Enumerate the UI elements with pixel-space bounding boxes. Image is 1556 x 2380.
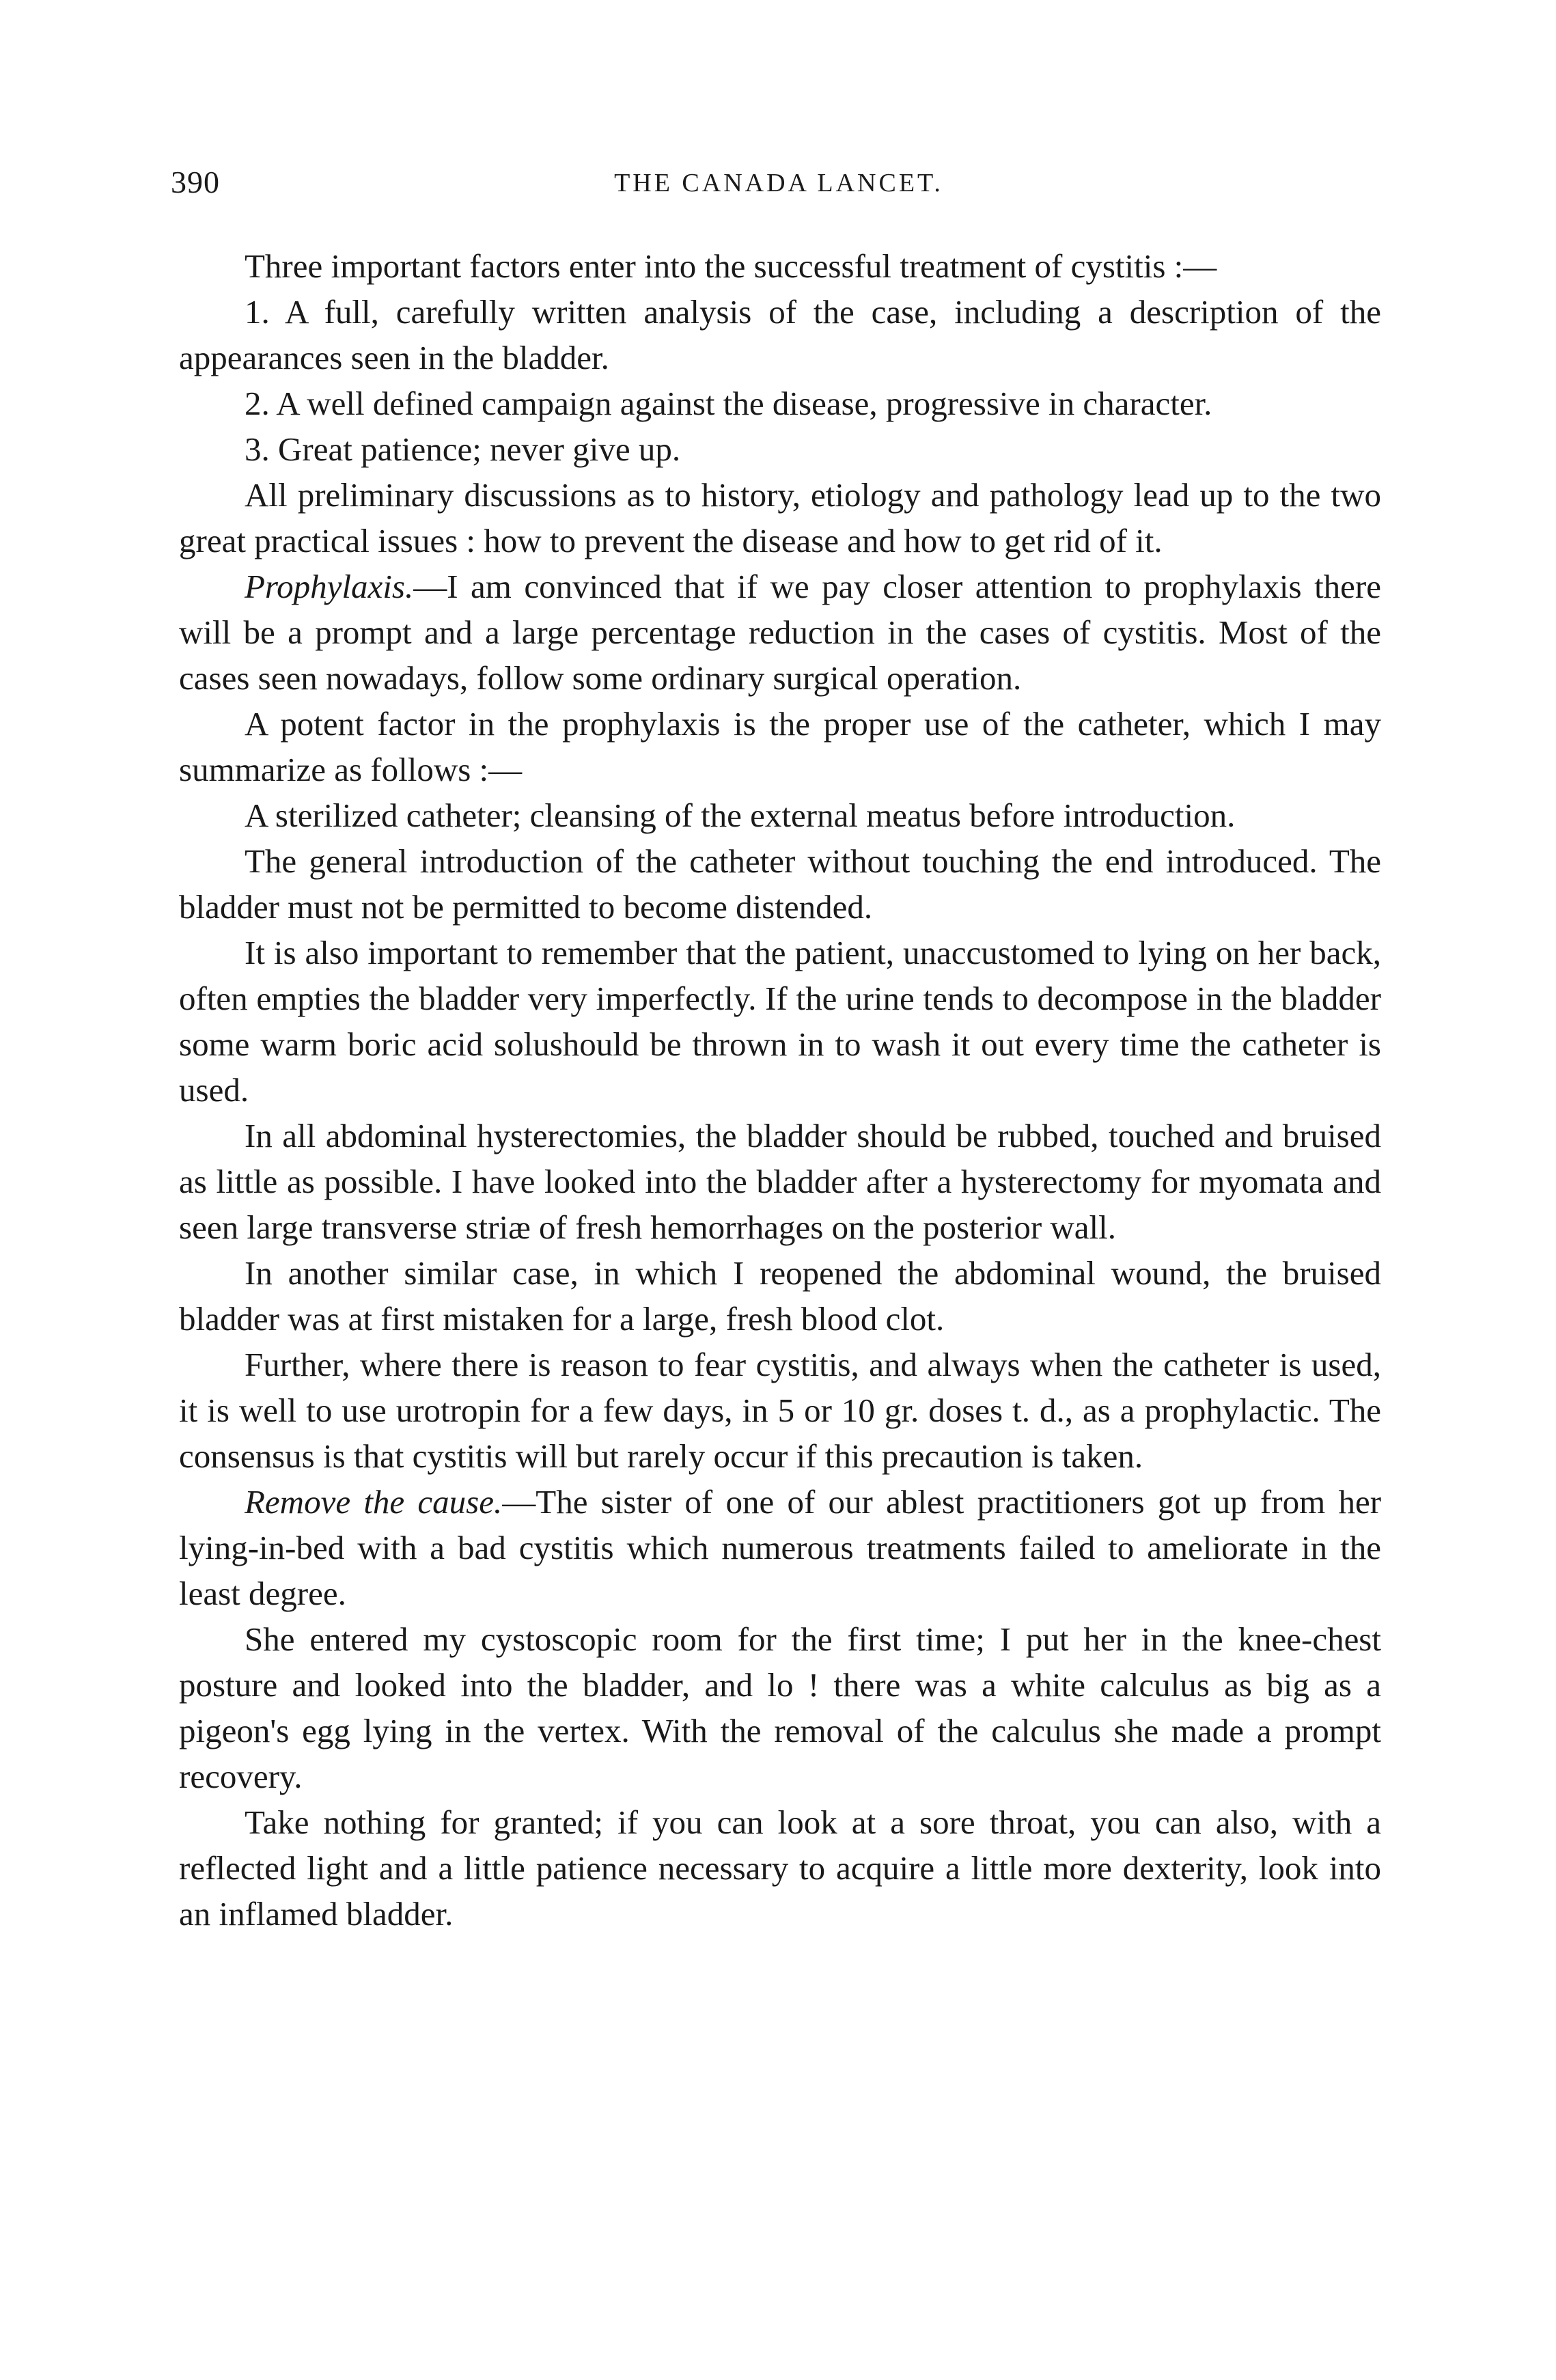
paragraph: In all abdominal hysterectomies, the bladder should be rubbed, touched and bruised as little as possible. I have looked into the bladder after a hysterectomy for myomata and seen large transverse striæ of fresh hemorrhages on the posterior wall. bbox=[179, 1117, 1381, 1246]
list-item: 1. A full, carefully written analysis of the case, including a description of the appearances seen in the bladder. bbox=[179, 293, 1381, 376]
paragraph: A sterilized catheter; cleansing of the external meatus before introduction. bbox=[245, 797, 1236, 834]
section-lead-remove-the-cause: Remove the cause. bbox=[245, 1483, 503, 1521]
list-item: 2. A well defined campaign against the disease, progressive in character. bbox=[245, 385, 1212, 422]
article-body bbox=[179, 243, 1381, 1937]
paragraph: It is also important to remember that the patient, unaccustomed to lying on her back, often empties the bladder very imperfectly. If the urine tends to decompose in the bladder some warm boric acid solushould be thrown in to wash it out every time the catheter is used. bbox=[179, 934, 1381, 1109]
running-head: THE CANADA LANCET. bbox=[614, 169, 943, 197]
paragraph: She entered my cystoscopic room for the first time; I put her in the knee-chest posture and looked into the bladder, and lo ! there was a white calculus as big as a pigeon's egg lying in the vertex. With the removal of the calculus she made a prompt recovery. bbox=[179, 1620, 1381, 1795]
list-item: 3. Great patience; never give up. bbox=[245, 430, 681, 468]
page-header bbox=[171, 164, 1387, 212]
paragraph: The general introduction of the catheter without touching the end introduced. The bladder must not be permitted to become distended. bbox=[179, 842, 1381, 926]
paragraph: A potent factor in the prophylaxis is the proper use of the catheter, which I may summarize as follows :— bbox=[179, 705, 1381, 788]
paragraph: In another similar case, in which I reopened the abdominal wound, the bruised bladder was at first mistaken for a large, fresh blood clot. bbox=[179, 1254, 1381, 1338]
paragraph: All preliminary discussions as to history, etiology and pathology lead up to the two great practical issues : how to prevent the disease and how to get rid of it. bbox=[179, 476, 1381, 559]
paragraph: Further, where there is reason to fear cystitis, and always when the catheter is used, it is well to use urotropin for a few days, in 5 or 10 gr. doses t. d., as a prophylactic. The consensus is that cystitis will but rarely occur if this precaution is taken. bbox=[179, 1346, 1381, 1475]
paragraph: Take nothing for granted; if you can look at a sore throat, you can also, with a reflected light and a little patience necessary to acquire a little more dexterity, look into an inflamed bladder. bbox=[179, 1803, 1381, 1933]
section-lead-prophylaxis: Prophylaxis. bbox=[245, 568, 414, 605]
paragraph: Remove the cause.—The sister of one of our ablest practitioners got up from her lying-in-bed with a bad cystitis which numerous treatments failed to ameliorate in the least degree. bbox=[179, 1483, 1382, 1612]
paragraph: Prophylaxis.—I am convinced that if we pay closer attention to prophylaxis there will be a prompt and a large percentage reduction in the cases of cystitis. Most of the cases seen nowadays, follow some ordinary surgical operation. bbox=[179, 568, 1381, 697]
page-number: 390 bbox=[171, 165, 220, 199]
paragraph: Three important factors enter into the successful treatment of cystitis :— bbox=[245, 247, 1217, 285]
